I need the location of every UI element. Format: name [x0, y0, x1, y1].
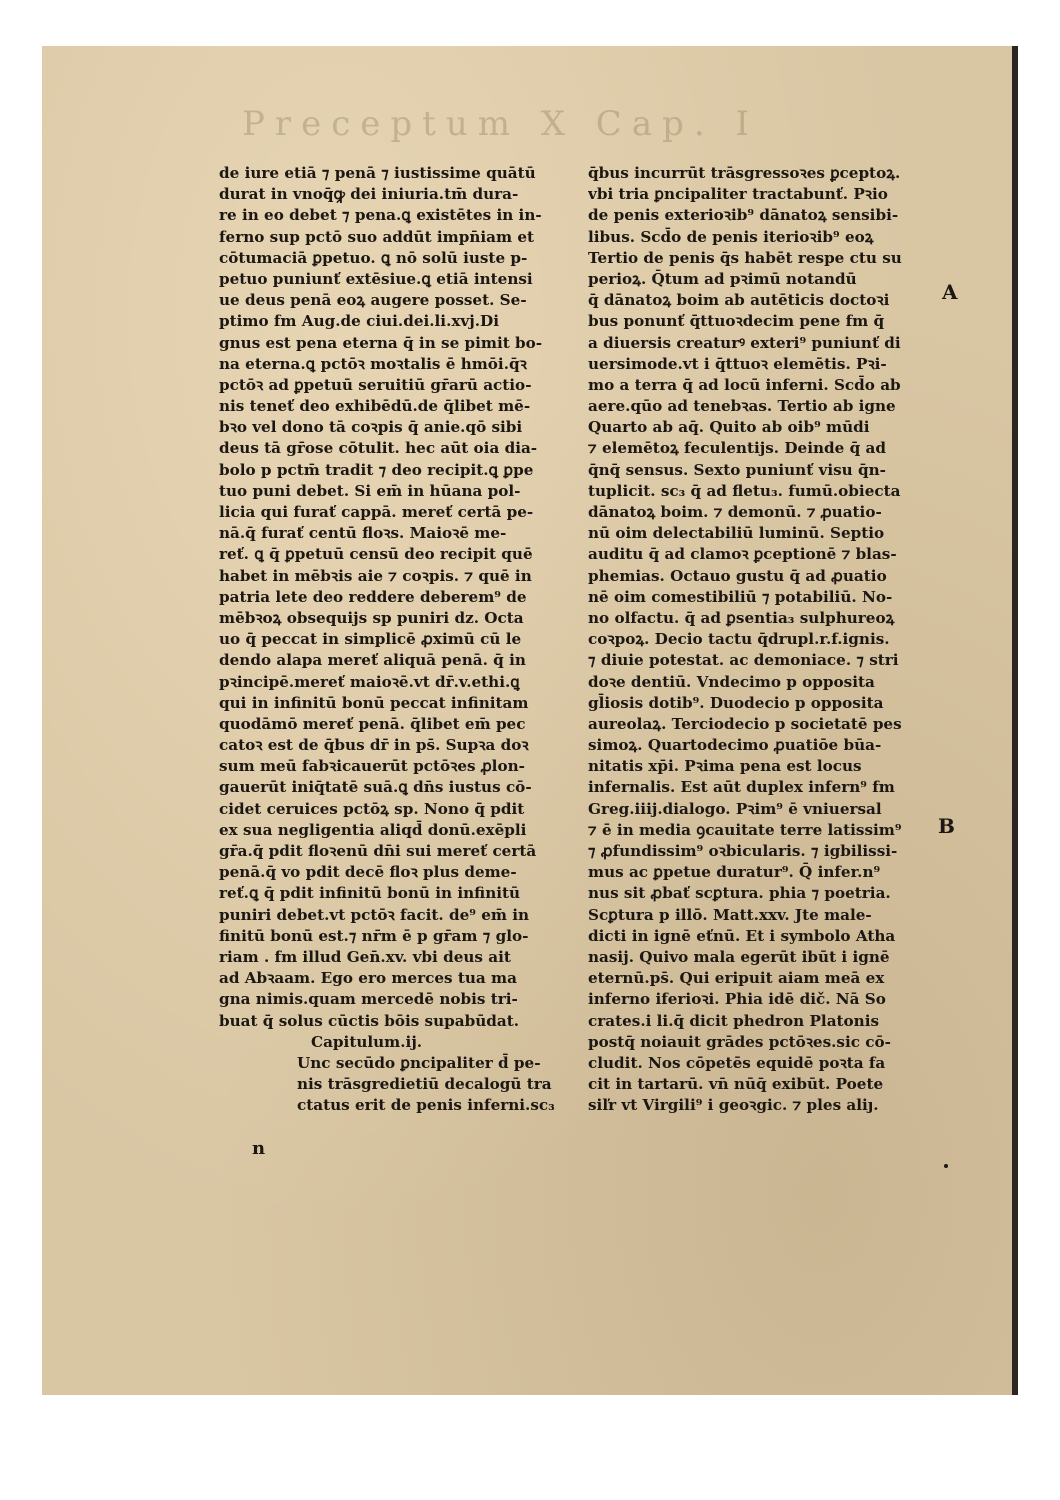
- text-line: cōtumaciā ꝑpetuo. ꝗ nō solū iuste p-: [219, 248, 528, 267]
- text-line: nū oim delectabiliū luminū. Septio: [588, 524, 885, 543]
- text-line: penā.q̄ vo pdit decē floꝛ plus deme-: [219, 863, 517, 882]
- text-line: q̄ dānatoꝝ boim ab autēticis doctoꝛi: [588, 291, 890, 310]
- text-line: nē oim comestibiliū ⁊ potabiliū. No-: [588, 587, 893, 606]
- text-line: a diuersis creaturꝰ exteri⁹ puniunť di: [588, 333, 901, 352]
- text-line: ad Abꝛaam. Ego ero merces tua ma: [219, 969, 517, 988]
- text-line: qui in infinitū bonū peccat infinitam: [219, 693, 529, 712]
- chapter-heading: Capitulum.ij.: [311, 1032, 423, 1051]
- margin-letter-a: A: [942, 280, 958, 304]
- text-line: ⁊ diuie potestat. ac demoniace. ⁊ stri: [588, 651, 899, 670]
- text-line: doꝛe dentiū. Vndecimo p opposita: [588, 672, 875, 691]
- text-line: nis teneť deo exhibēdū.de q̄libet mē-: [219, 397, 531, 416]
- text-line: gr̄a.q̄ pdit floꝛenū dn̄i sui mereť certā: [219, 842, 537, 860]
- text-line: habet in mēbꝛis aie ⁊ coꝛpis. ⁊ quē in: [219, 566, 532, 585]
- text-line: buat q̄ solus cūctis bōis supabūdat.: [219, 1011, 520, 1030]
- text-line: licia qui furať cappā. mereť certā pe-: [219, 503, 534, 521]
- text-line: q̄nq̄ sensus. Sexto puniunť visu q̄n-: [588, 460, 886, 479]
- text-line: ctatus erit de penis inferni.sc₃: [297, 1096, 555, 1115]
- text-line: puniri debet.vt pctōꝛ facit. de⁹ em̄ in: [219, 905, 530, 924]
- text-line: mus ac ꝑpetue duratur⁹. Q̄ infer.n⁹: [588, 863, 881, 882]
- text-line: aureolaꝝ. Terciodecio p societatē pes: [588, 714, 902, 733]
- margin-letter-b: B: [938, 814, 955, 838]
- text-line: riam . fm illud Gen̄.xv. vbi deus ait: [219, 947, 511, 966]
- text-line: finitū bonū est.⁊ nr̄m ē p gr̄am ⁊ glo-: [219, 926, 529, 945]
- text-line: quodāmō mereť penā. q̄libet em̄ pec: [219, 714, 526, 733]
- text-line: reť.ꝗ q̄ pdit infinitū bonū in infinitū: [219, 884, 521, 903]
- text-line: Unc secūdo ꝑncipaliter d̄ pe-: [297, 1053, 541, 1072]
- scanned-page: [42, 46, 1018, 1395]
- text-line: ⁊ ꝓfundissim⁹ oꝛbicularis. ⁊ igbilissi-: [588, 842, 898, 860]
- text-line: petuo puniunť extēsiue.ꝗ etiā intensi: [219, 269, 533, 288]
- text-line: nis trāsgredietiū decalogū tra: [297, 1075, 552, 1094]
- text-line: ⁊ ē in media ꝯcauitate terre latissim⁹: [588, 820, 902, 839]
- text-line: postq̄ noiauit grādes pctōꝛes.sic cō-: [588, 1032, 891, 1051]
- text-line: gauerūt iniq̄tatē suā.ꝗ dn̄s iustus cō-: [219, 778, 532, 797]
- text-line: gnus est pena eterna q̄ in se pimit bo-: [219, 333, 543, 352]
- text-line: crates.i li.q̄ dicit phedron Platonis: [588, 1011, 880, 1030]
- scan-edge-shadow: [1012, 46, 1018, 1395]
- text-line: simoꝝ. Quartodecimo ꝓuatiōe būa-: [588, 736, 882, 755]
- text-line: catoꝛ est de q̄bus dr̄ in ps̄. Supꝛa doꝛ: [219, 736, 529, 755]
- text-line: Greg.iiij.dialogo. Pꝛim⁹ ē vniuersal: [588, 799, 882, 818]
- text-line: Scꝑtura p illō. Matt.xxv. Jte male-: [588, 905, 872, 924]
- text-line: re in eo debet ⁊ pena.ꝗ existētes in in-: [219, 206, 542, 225]
- text-line: ptimo fm Aug.de ciui.dei.li.xvj.Di: [219, 312, 499, 331]
- running-head: Preceptum X Cap. I: [242, 104, 759, 144]
- text-line: sum meū fabꝛicauerūt pctōꝛes ꝓlon-: [219, 757, 525, 776]
- text-line: na eterna.ꝗ pctōꝛ moꝛtalis ē hmōi.q̄ꝛ: [219, 354, 527, 373]
- text-line: no olfactu. q̄ ad ꝑsentia₃ sulphureoꝝ: [588, 608, 895, 627]
- text-line: auditu q̄ ad clamoꝛ ꝑceptionē ⁊ blas-: [588, 545, 897, 564]
- text-line: coꝛpoꝝ. Decio tactu q̄drupl.r.f.ignis.: [588, 630, 890, 649]
- text-line: infernalis. Est aūt duplex infern⁹ fm: [588, 778, 895, 797]
- text-line: nasij. Quivo mala egerūt ibūt i ignē: [588, 947, 890, 966]
- text-line: ferno sup pctō suo addūt impn̄iam et: [219, 227, 535, 246]
- text-line: nus sit ꝓbať scꝑtura. phia ⁊ poetria.: [588, 884, 891, 903]
- text-line: pctōꝛ ad ꝑpetuū seruitiū gr̄arū actio-: [219, 375, 532, 394]
- text-line: ue deus penā eoꝝ augere posset. Se-: [219, 291, 527, 310]
- text-line: vbi tria ꝑncipaliter tractabunť. Pꝛio: [588, 185, 888, 204]
- right-text-column: [588, 163, 962, 1116]
- text-line: libus. Scd̄o de penis iterioꝛib⁹ eoꝝ: [588, 227, 874, 246]
- text-line: tuo puni debet. Si em̄ in hūana pol-: [219, 481, 521, 500]
- text-line: dendo alapa mereť aliquā penā. q̄ in: [219, 651, 526, 670]
- text-line: aere.qūo ad tenebꝛas. Tertio ab igne: [588, 397, 896, 416]
- text-line: phemias. Octauo gustu q̄ ad ꝓuatio: [588, 566, 887, 585]
- text-line: bꝛo vel dono tā coꝛpis q̄ anie.qō sibi: [219, 418, 523, 437]
- text-line: eternū.ps̄. Qui eripuit aiam meā ex: [588, 969, 885, 988]
- text-line: q̄bus incurrūt trāsgressoꝛes ꝑceptoꝝ.: [588, 164, 901, 182]
- text-line: Quarto ab aq̄. Quito ab oib⁹ mūdi: [588, 418, 870, 437]
- text-line: cit in tartarū. vn̄ nūq̄ exibūt. Poete: [588, 1075, 884, 1094]
- text-line: tuplicit. sc₃ q̄ ad fletu₃. fumū.obiecta: [588, 481, 901, 500]
- text-line: pꝛincipē.mereť maioꝛē.vt dr̄.v.ethi.ꝗ: [219, 672, 520, 691]
- text-line: dicti in ignē eťnū. Et i symbolo Atha: [588, 926, 896, 945]
- text-line: deus tā gr̄ose cōtulit. hec aūt oia dia-: [219, 439, 538, 458]
- text-line: durat in vnoq̄ꝙ dei iniuria.tm̄ dura-: [219, 185, 519, 204]
- text-line: mēbꝛoꝝ obsequijs sp puniri dz. Octa: [219, 608, 524, 627]
- text-line: nā.q̄ furať centū floꝛs. Maioꝛē me-: [219, 524, 507, 543]
- text-line: mo a terra q̄ ad locū inferni. Scd̄o ab: [588, 375, 901, 394]
- ink-dot: [944, 1164, 948, 1168]
- text-line: cidet ceruices pctōꝝ sp. Nono q̄ pdit: [219, 799, 525, 818]
- text-line: dānatoꝝ boim. ⁊ demonū. ⁊ ꝓuatio-: [588, 503, 882, 521]
- text-line: Tertio de penis q̄s habēt respe ctu su: [588, 248, 902, 267]
- text-line: inferno iferioꝛi. Phia idē dič. Nā So: [588, 990, 886, 1009]
- text-line: reť. ꝗ q̄ ꝑpetuū censū deo recipit quē: [219, 545, 533, 564]
- text-line: patria lete deo reddere deberem⁹ de: [219, 587, 527, 606]
- text-line: de penis exterioꝛib⁹ dānatoꝝ sensibi-: [588, 206, 899, 225]
- text-line: uersimode.vt i q̄ttuoꝛ elemētis. Pꝛi-: [588, 354, 887, 373]
- text-line: bolo p pctm̄ tradit ⁊ deo recipit.ꝗ ꝑpe: [219, 460, 534, 479]
- text-line: ⁊ elemētoꝝ feculentijs. Deinde q̄ ad: [588, 439, 886, 458]
- text-line: nitatis xp̄i. Pꝛima pena est locus: [588, 757, 862, 776]
- text-line: siľr vt Virgili⁹ i geoꝛgic. ⁊ ples aliȷ.: [588, 1096, 879, 1115]
- text-line: de iure etiā ⁊ penā ⁊ iustissime quātū: [219, 164, 536, 182]
- text-line: gl̄iosis dotib⁹. Duodecio p opposita: [588, 693, 884, 712]
- text-line: uo q̄ peccat in simplicē ꝓximū cū le: [219, 630, 522, 649]
- text-line: ex sua negligentia aliqd̄ donū.exēpli: [219, 820, 527, 839]
- text-line: bus ponunť q̄ttuoꝛdecim pene fm q̄: [588, 312, 885, 331]
- text-line: perioꝝ. Q̄tum ad pꝛimū notandū: [588, 269, 857, 288]
- signature-mark: n: [252, 1138, 266, 1159]
- left-text-column: [219, 163, 581, 1116]
- text-line: gna nimis.quam mercedē nobis tri-: [219, 990, 518, 1009]
- text-line: cludit. Nos cōpetēs equidē poꝛta fa: [588, 1053, 886, 1072]
